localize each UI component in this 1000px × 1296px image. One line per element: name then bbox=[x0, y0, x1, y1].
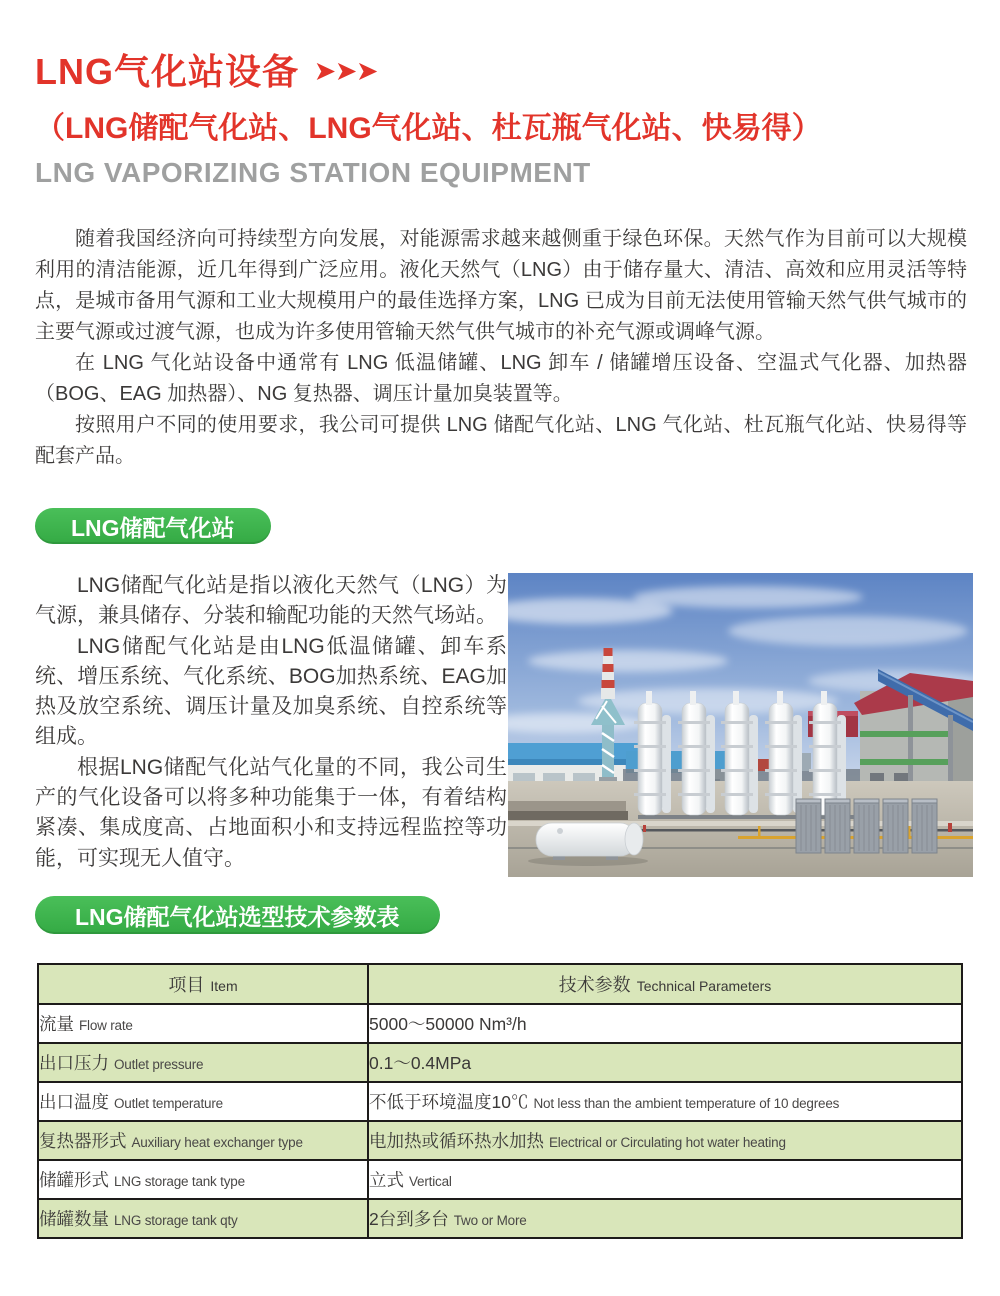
item-cell: 出口温度 Outlet temperature bbox=[38, 1082, 368, 1121]
item-cell: 复热器形式 Auxiliary heat exchanger type bbox=[38, 1121, 368, 1160]
intro-paragraph: 在 LNG 气化站设备中通常有 LNG 低温储罐、LNG 卸车 / 储罐增压设备、空温式气化器、加热器（BOG、EAG 加热器）、NG 复热器、调压计量加臭装置等。 bbox=[35, 352, 967, 405]
header-item-en: Item bbox=[210, 978, 238, 994]
header-params-en: Technical Parameters bbox=[636, 978, 772, 994]
intro-paragraph: 随着我国经济向可持续型方向发展，对能源需求越来越侧重于绿色环保。天然气作为目前可以大规模利用的清洁能源，近几年得到广泛应用。液化天然气（LNG）由于储存量大、清洁、高效和应用灵活等特点，是城市备用气源和工业大规模用户的最佳选择方案，LNG 已成为目前无法使用管输天然气供气城市的主要气源或过渡气源，也成为许多使用管输天然气供气城市的补充气源或调峰气源。 bbox=[35, 228, 967, 343]
table-row-outlet-temperature bbox=[38, 1082, 962, 1121]
table-row-flow-rate bbox=[38, 1004, 962, 1043]
value-cell: 0.1～0.4MPa bbox=[368, 1043, 962, 1082]
header-item-cn: 项目 bbox=[168, 975, 205, 995]
page-title-english: LNG VAPORIZING STATION EQUIPMENT bbox=[35, 157, 591, 188]
table-row-storage-tank-qty bbox=[38, 1199, 962, 1238]
section-badge-storage-station: LNG储配气化站 bbox=[35, 508, 271, 544]
section-badge-parameters-table: LNG储配气化站选型技术参数表 bbox=[35, 896, 440, 934]
technical-parameters-table bbox=[37, 963, 963, 1239]
triple-arrow-icon: ➤➤➤ bbox=[315, 58, 379, 85]
body-paragraph: LNG储配气化站是由LNG低温储罐、卸车系统、增压系统、气化系统、BOG加热系统、EAG加热及放空系统、调压计量及加臭系统、自控系统等组成。 bbox=[35, 634, 507, 749]
page-header bbox=[35, 44, 965, 189]
table-header-parameters bbox=[368, 964, 962, 1004]
value-cell: 5000～50000 Nm³/h bbox=[368, 1004, 962, 1043]
item-cell: 出口压力 Outlet pressure bbox=[38, 1043, 368, 1082]
lng-plant-photo bbox=[508, 573, 973, 877]
item-cell: 储罐数量 LNG storage tank qty bbox=[38, 1199, 368, 1238]
intro-section bbox=[35, 224, 967, 472]
page-subtitle: （LNG储配气化站、LNG气化站、杜瓦瓶气化站、快易得） bbox=[35, 112, 822, 145]
item-cell: 储罐形式 LNG storage tank type bbox=[38, 1160, 368, 1199]
body-paragraph: LNG储配气化站是指以液化天然气（LNG）为气源，兼具储存、分装和输配功能的天然气场站。 bbox=[35, 574, 507, 628]
page-title: LNG气化站设备 bbox=[35, 51, 299, 92]
item-cell: 流量 Flow rate bbox=[38, 1004, 368, 1043]
table-header-row bbox=[38, 964, 962, 1004]
value-cell: 电加热或循环热水加热 Electrical or Circulating hot water heating bbox=[368, 1121, 962, 1160]
table-header-item bbox=[38, 964, 368, 1004]
body-paragraph: 根据LNG储配气化站气化量的不同，我公司生产的气化设备可以将多种功能集于一体，有着结构紧凑、集成度高、占地面积小和支持远程监控等功能，可实现无人值守。 bbox=[35, 755, 507, 870]
header-params-cn: 技术参数 bbox=[558, 975, 631, 995]
value-cell: 2台到多台 Two or More bbox=[368, 1199, 962, 1238]
value-cell: 立式 Vertical bbox=[368, 1160, 962, 1199]
value-cell: 不低于环境温度10℃ Not less than the ambient temperature of 10 degrees bbox=[368, 1082, 962, 1121]
storage-station-description bbox=[35, 571, 507, 874]
table-row-outlet-pressure bbox=[38, 1043, 962, 1082]
table-row-heat-exchanger-type bbox=[38, 1121, 962, 1160]
intro-paragraph: 按照用户不同的使用要求，我公司可提供 LNG 储配气化站、LNG 气化站、杜瓦瓶气化站、快易得等配套产品。 bbox=[35, 414, 967, 467]
table-row-storage-tank-type bbox=[38, 1160, 962, 1199]
